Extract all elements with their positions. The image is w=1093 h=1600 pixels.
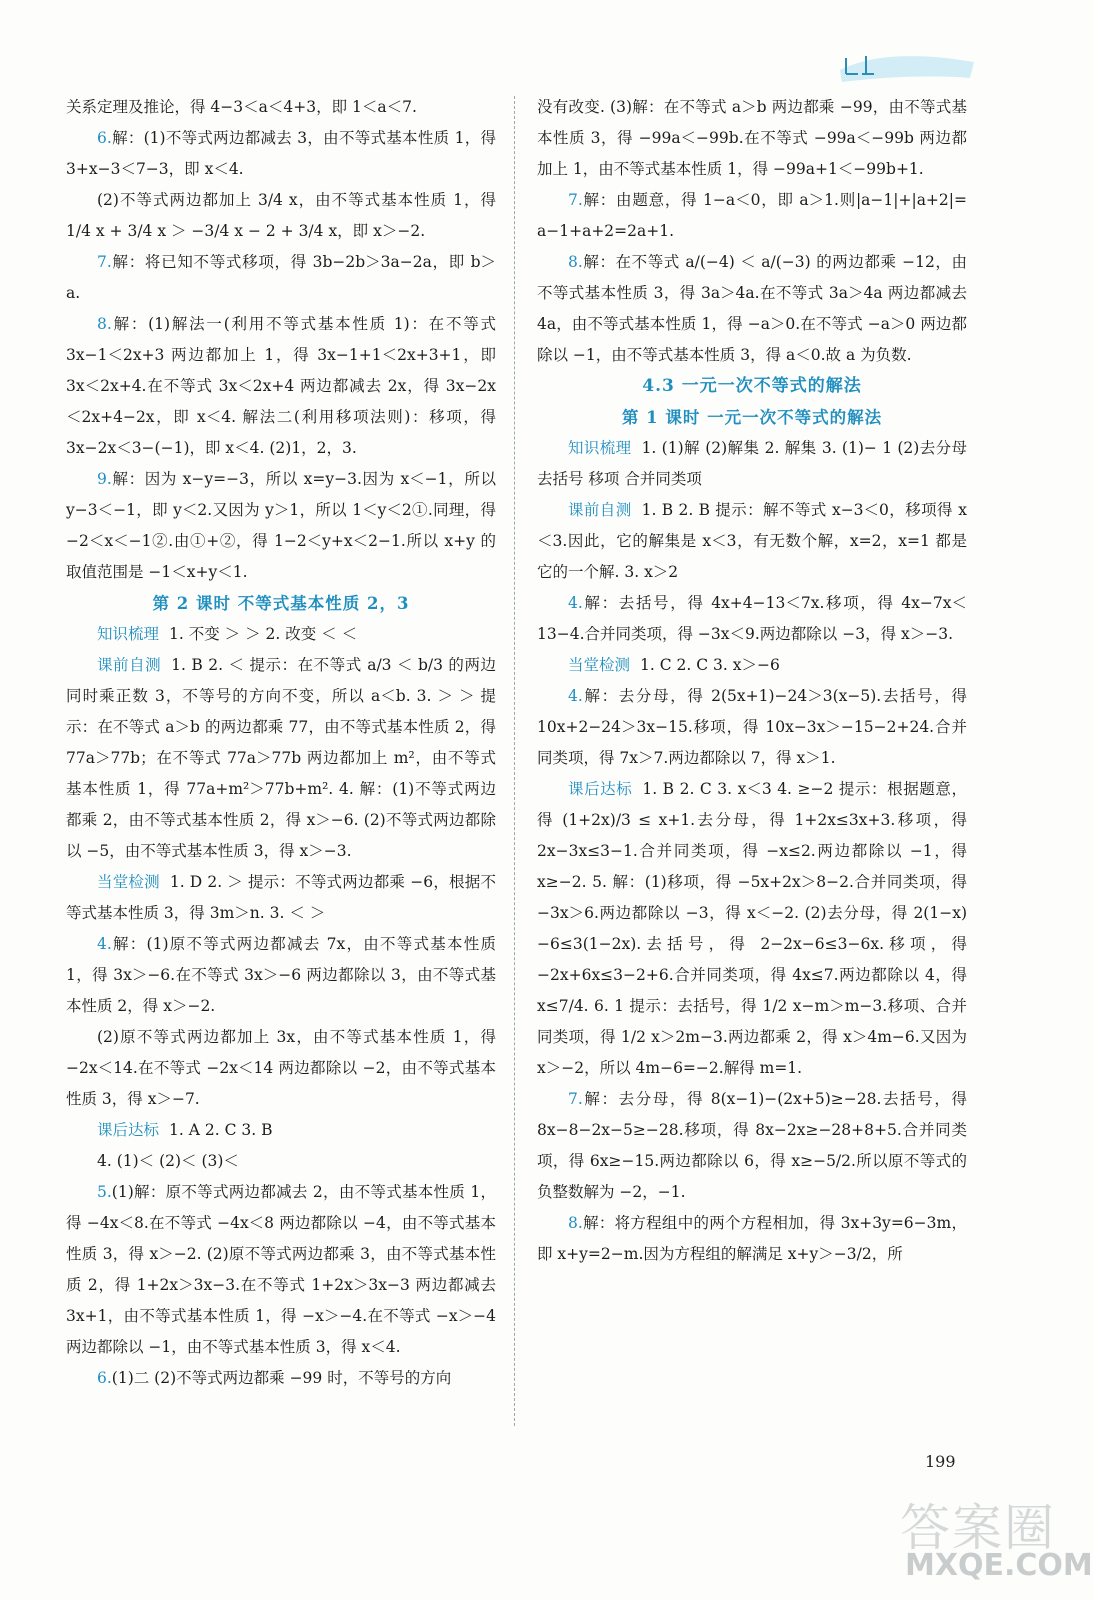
in-class-answer-4: 4.解：去分母，得 2(5x+1)−24＞3(x−5).去括号，得 10x+2−24＞3x−15.移项，得 10x−3x＞−15−2+24.合并同类项，得 7x＞7.两边都除以 7，得 x＞1. bbox=[537, 687, 967, 767]
watermark-logo: 答案圈 bbox=[900, 1499, 1056, 1557]
page-number: 199 bbox=[925, 1452, 956, 1471]
header-brush-decoration bbox=[836, 44, 976, 88]
answer-8: 8.解：(1)解法一(利用不等式基本性质 1)：在不等式 3x−1＜2x+3 两边都加上 1，得 3x−1+1＜2x+3+1，即 3x＜2x+4.在不等式 3x＜2x+4 两边都减去 2x，得 3x−2x＜2x+4−2x，即 x＜4. 解法二(利用移项法则)：移项，得 3x−2x＜3−(−1)，即 x＜4. (2)1，2，3. bbox=[66, 315, 496, 457]
right-column bbox=[537, 92, 967, 1270]
knowledge-review: 知识梳理 1. (1)解 (2)解集 2. 解集 3. (1)− 1 (2)去分母 去括号 移项 合并同类项 bbox=[537, 439, 967, 488]
after-class-8: 8.解：将方程组中的两个方程相加，得 3x+3y=6−3m，即 x+y=2−m.因为方程组的解满足 x+y＞−3/2，所 bbox=[537, 1214, 967, 1263]
section-title-lesson2: 第 2 课时 不等式基本性质 2，3 bbox=[152, 594, 410, 613]
column-divider bbox=[514, 96, 515, 1426]
pre-class-test: 课前自测 1. B 2. B 提示：解不等式 x−3＜0，移项得 x＜3.因此，它的解集是 x＜3，有无数个解，x=2，x=1 都是它的一个解. 3. x＞2 bbox=[537, 501, 967, 581]
after-class-4: 4. (1)＜ (2)＜ (3)＜ bbox=[97, 1152, 239, 1170]
after-class: 课后达标 1. B 2. C 3. x＜3 4. ≥−2 提示：根据题意，得 (1+2x)/3 ≤ x+1.去分母，得 1+2x≤3x+3.移项，得 2x−3x≤3−1.合并同类项，得 −x≤2.两边都除以 −1，得 x≥−2. 5. 解：(1)移项，得 −5x+2x＞8−2.合并同类项，得 −3x＞6.两边都除以 −3，得 x＜−2. (2)去分母，得 2(1−x)−6≤3(1−2x).去括号，得 2−2x−6≤3−6x.移项，得 −2x+6x≤3−2+6.合并同类项，得 4x≤7.两边都除以 4，得 x≤7/4. 6. 1 提示：去括号，得 1/2 x−m＞m−3.移项、合并同类项，得 1/2 x＞2m−3.两边都乘 2，得 x＞4m−6.又因为 x＞−2，所以 4m−6=−2.解得 m=1. bbox=[537, 780, 967, 1077]
answer-6-part2: (2)不等式两边都加上 3/4 x，由不等式基本性质 1，得 1/4 x + 3/4 x ＞ −3/4 x − 2 + 3/4 x，即 x＞−2. bbox=[66, 191, 496, 240]
answer-9: 9.解：因为 x−y=−3，所以 x=y−3.因为 x＜−1，所以 y−3＜−1，即 y＜2.又因为 y＞1，所以 1＜y＜2①.同理，得 −2＜x＜−1②.由①+②，得 1−2＜y+x＜2−1.所以 x+y 的取值范围是 −1＜x+y＜1. bbox=[66, 470, 496, 581]
section-subtitle-lesson1: 第 1 课时 一元一次不等式的解法 bbox=[621, 408, 883, 427]
answer-7: 7.解：由题意，得 1−a＜0，即 a＞1.则|a−1|+|a+2|= a−1+a+2=2a+1. bbox=[537, 191, 967, 240]
watermark-url: MXQE.COM bbox=[905, 1548, 1093, 1583]
pre-class-answer-4: 4.解：去括号，得 4x+4−13＜7x.移项，得 4x−7x＜13−4.合并同类项，得 −3x＜9.两边都除以 −3，得 x＞−3. bbox=[537, 594, 967, 643]
in-class-answer-4-part2: (2)原不等式两边都加上 3x，由不等式基本性质 1，得 −2x＜14.在不等式 −2x＜14 两边都除以 −2，由不等式基本性质 3，得 x＞−7. bbox=[66, 1028, 496, 1108]
text-line: 关系定理及推论，得 4−3＜a＜4+3，即 1＜a＜7. bbox=[66, 98, 417, 116]
answer-8: 8.解：在不等式 a/(−4) ＜ a/(−3) 的两边都乘 −12，由不等式基本性质 3，得 3a＞4a.在不等式 3a＞4a 两边都减去 4a，由不等式基本性质 1，得 −a＞0.在不等式 −a＞0 两边都除以 −1，由不等式基本性质 3，得 a＜0.故 a 为负数. bbox=[537, 253, 967, 364]
left-column bbox=[66, 92, 496, 1394]
in-class-check: 当堂检测 1. C 2. C 3. x＞−6 bbox=[568, 656, 780, 674]
answer-6: 6.解：(1)不等式两边都减去 3，由不等式基本性质 1，得 3+x−3＜7−3，即 x＜4. bbox=[66, 129, 496, 178]
in-class-answer-4: 4.解：(1)原不等式两边都减去 7x，由不等式基本性质 1，得 3x＞−6.在不等式 3x＞−6 两边都除以 3，由不等式基本性质 2，得 x＞−2. bbox=[66, 935, 496, 1015]
after-class-7: 7.解：去分母，得 8(x−1)−(2x+5)≥−28.去括号，得 8x−8−2x−5≥−28.移项，得 8x−2x≥−28+8+5.合并同类项，得 6x≥−15.两边都除以 6，得 x≥−5/2.所以原不等式的负整数解为 −2，−1. bbox=[537, 1090, 967, 1201]
answer-7: 7.解：将已知不等式移项，得 3b−2b＞3a−2a，即 b＞a. bbox=[66, 253, 496, 302]
pre-class-test: 课前自测 1. B 2. ＜ 提示：在不等式 a/3 ＜ b/3 的两边同时乘正数 3，不等号的方向不变，所以 a＜b. 3. ＞ ＞ 提示：在不等式 a＞b 的两边都乘 77，由不等式基本性质 2，得 77a＞77b；在不等式 77a＞77b 两边都加上 m²，由不等式基本性质 1，得 77a+m²＞77b+m². 4. 解：(1)不等式两边都乘 2，由不等式基本性质 2，得 x＞−6. (2)不等式两边都除以 −5，由不等式基本性质 3，得 x＞−3. bbox=[66, 656, 496, 860]
after-class: 课后达标 1. A 2. C 3. B bbox=[97, 1121, 273, 1139]
after-class-6: 6.(1)二 (2)不等式两边都乘 −99 时，不等号的方向 bbox=[97, 1369, 452, 1387]
knowledge-review: 知识梳理 1. 不变 ＞ ＞ 2. 改变 ＜ ＜ bbox=[97, 625, 358, 643]
in-class-check: 当堂检测 1. D 2. ＞ 提示：不等式两边都乘 −6，根据不等式基本性质 3，得 3m＞n. 3. ＜ ＞ bbox=[66, 873, 496, 922]
after-class-5: 5.(1)解：原不等式两边都减去 2，由不等式基本性质 1，得 −4x＜8.在不等式 −4x＜8 两边都除以 −4，由不等式基本性质 3，得 x＞−2. (2)原不等式两边都乘 3，由不等式基本性质 2，得 1+2x＞3x−3.在不等式 1+2x＞3x−3 两边都减去 3x+1，由不等式基本性质 1，得 −x＞−4.在不等式 −x＞−4 两边都除以 −1，由不等式基本性质 3，得 x＜4. bbox=[66, 1183, 496, 1356]
section-title-4-3: 4.3 一元一次不等式的解法 bbox=[642, 376, 862, 396]
text-line: 没有改变. (3)解：在不等式 a＞b 两边都乘 −99，由不等式基本性质 3，得 −99a＜−99b.在不等式 −99a＜−99b 两边都加上 1，由不等式基本性质 1，得 −99a+1＜−99b+1. bbox=[537, 98, 967, 178]
